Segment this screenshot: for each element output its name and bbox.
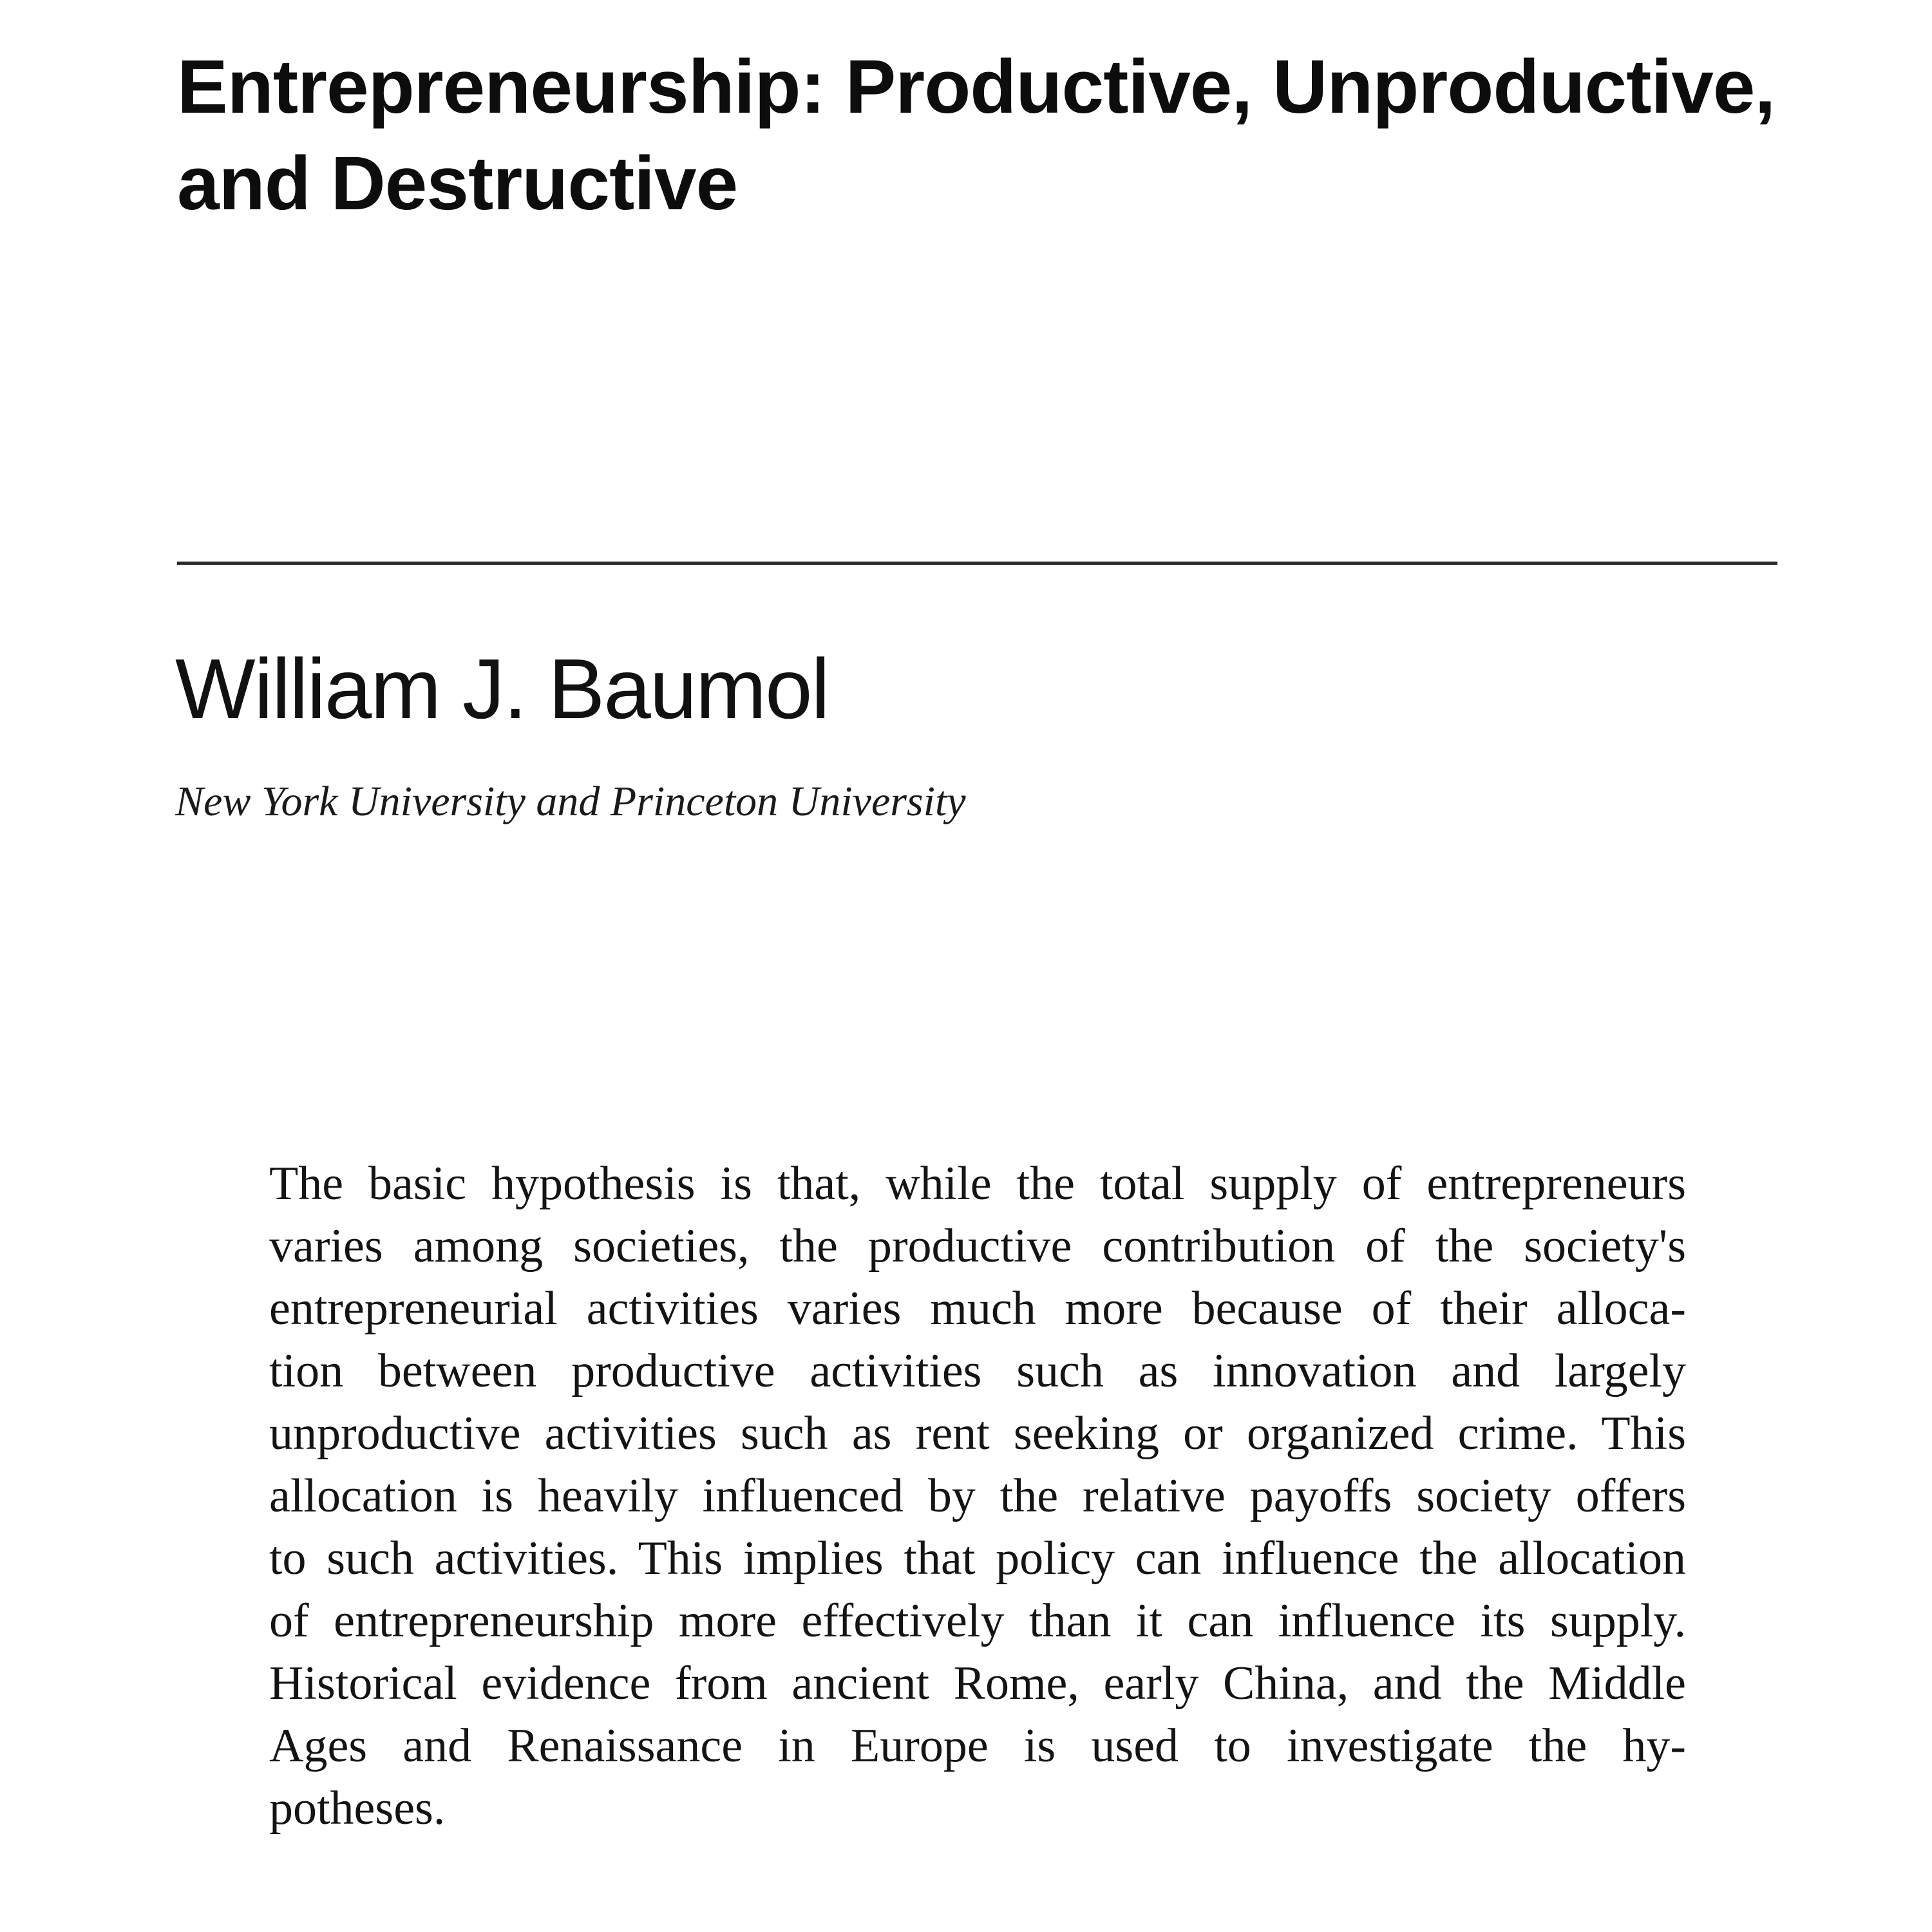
abstract-line: Ages and Renaissance in Europe is used to investigate the hy- (269, 1719, 1686, 1772)
abstract-line: entrepreneurial activities varies much more because of their alloca- (269, 1282, 1686, 1335)
abstract-line: potheses. (269, 1782, 446, 1835)
author-affiliation: New York University and Princeton University (175, 778, 966, 825)
author-name: William J. Baumol (175, 641, 829, 736)
paper-title-line-2: and Destructive (177, 141, 738, 226)
abstract-line: varies among societies, the productive contribution of the society's (269, 1220, 1686, 1273)
title-divider (177, 562, 1777, 565)
abstract-line: unproductive activities such as rent seeking or organized crime. This (269, 1407, 1686, 1460)
abstract-line: allocation is heavily influenced by the relative payoffs society offers (269, 1470, 1686, 1522)
paper-title (177, 39, 1852, 232)
abstract-line: The basic hypothesis is that, while the total supply of entrepreneurs (269, 1157, 1686, 1210)
abstract-line: Historical evidence from ancient Rome, early China, and the Middle (269, 1657, 1686, 1710)
abstract (269, 1153, 1686, 1840)
paper-title-line-1: Entrepreneurship: Productive, Unproductive, (177, 44, 1776, 129)
abstract-line: to such activities. This implies that policy can influence the allocation (269, 1532, 1686, 1585)
abstract-line: tion between productive activities such as innovation and largely (269, 1345, 1686, 1397)
abstract-line: of entrepreneurship more effectively than it can influence its supply. (269, 1595, 1686, 1647)
